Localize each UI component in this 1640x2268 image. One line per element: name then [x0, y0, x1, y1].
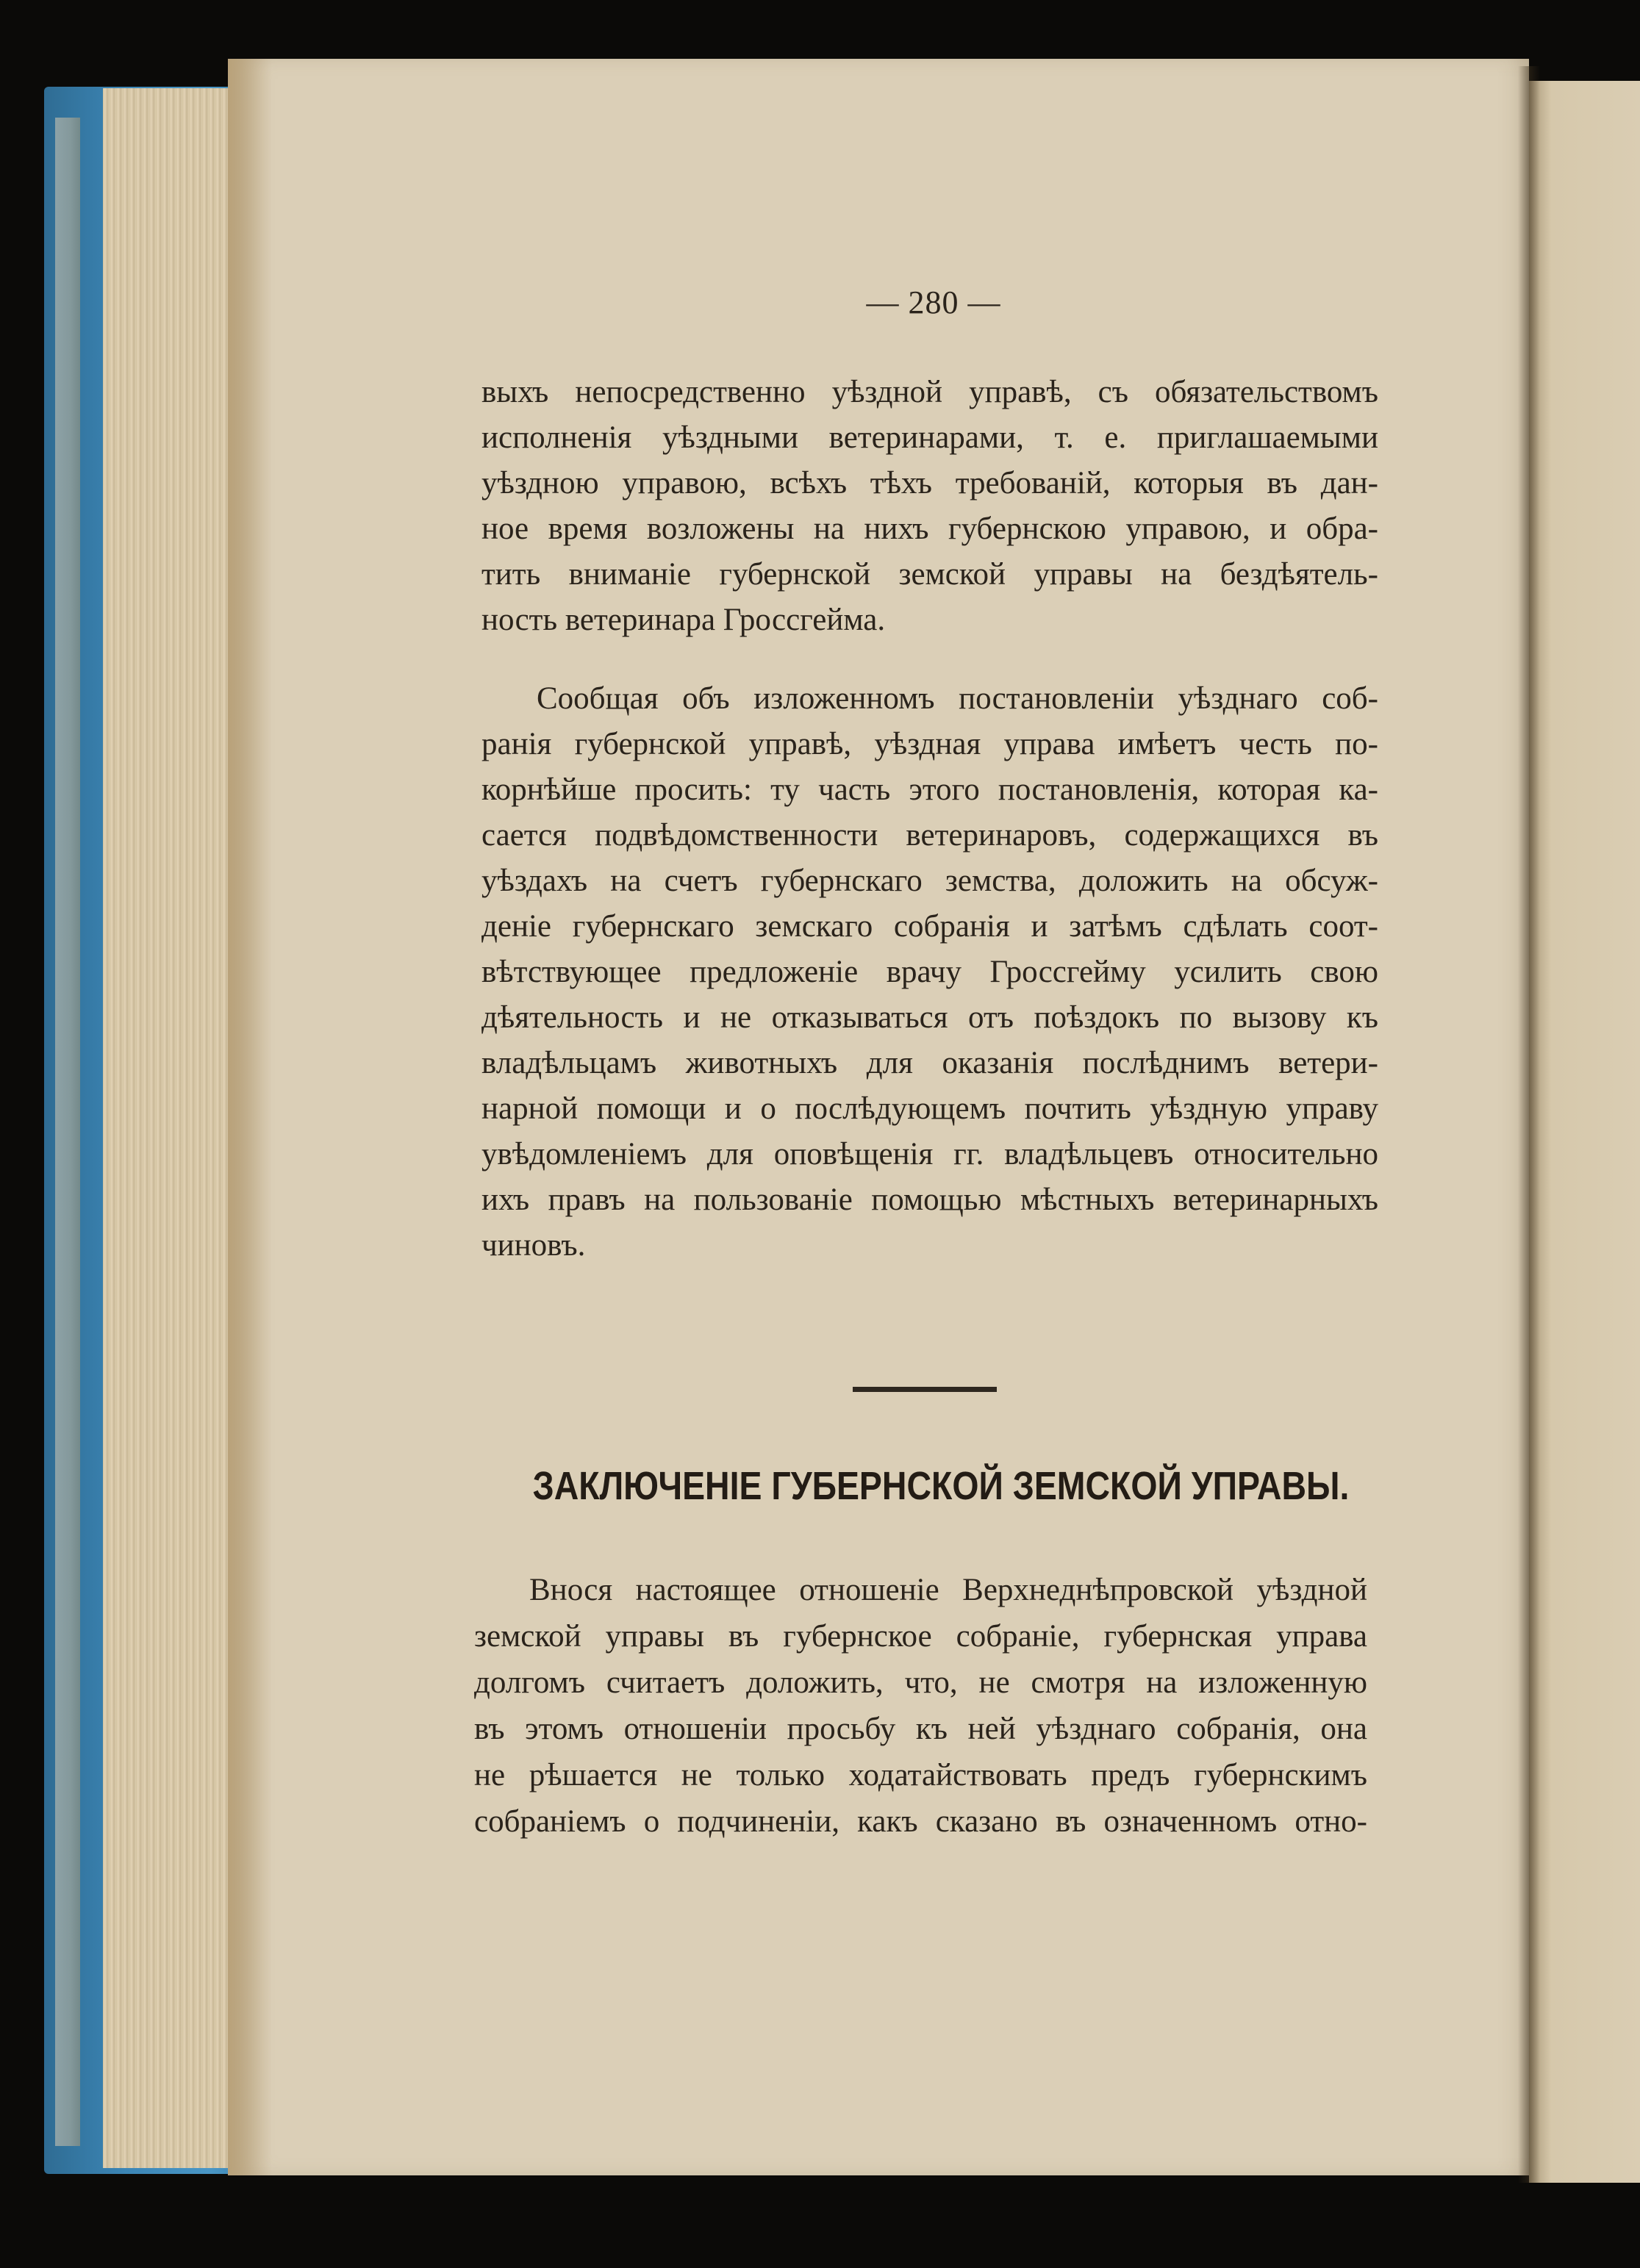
text-line: уѣздахъ на счетъ губернскаго земства, доложить на обсуж-: [481, 864, 1378, 898]
text-line: владѣльцамъ животныхъ для оказанія послѣднимъ ветери-: [481, 1046, 1378, 1080]
text-line: уѣздною управою, всѣхъ тѣхъ требованій, которыя въ дан-: [481, 466, 1378, 500]
spine-shadow: [1518, 66, 1540, 2183]
text-line: вѣтствующее предложеніе врачу Гроссгейму усилить свою: [481, 955, 1378, 989]
section-heading: ЗАКЛЮЧЕНІЕ ГУБЕРНСКОЙ ЗЕМСКОЙ УПРАВЫ.: [532, 1464, 1350, 1508]
text-line: Внося настоящее отношеніе Верхнеднѣпровской уѣздной: [529, 1573, 1367, 1607]
text-line: Сообщая объ изложенномъ постановленіи уѣзднаго соб-: [537, 681, 1378, 716]
facing-page: [1529, 81, 1640, 2183]
text-line: собраніемъ о подчиненіи, какъ сказано въ означенномъ отно-: [474, 1804, 1367, 1839]
text-line: чиновъ.: [481, 1228, 586, 1263]
text-line: не рѣшается не только ходатайствовать предъ губернскимъ: [474, 1758, 1367, 1792]
text-line: дѣятельность и не отказываться отъ поѣздокъ по вызову къ: [481, 1000, 1378, 1035]
page-gutter-shadow: [228, 59, 272, 2175]
page-number: — 280 —: [866, 284, 1001, 320]
paragraph-3: [474, 1567, 1367, 1845]
text-line: ность ветеринара Гроссгейма.: [481, 603, 886, 637]
cover-worn-edge: [55, 118, 80, 2146]
text-line: тить вниманіе губернской земской управы на бездѣятель-: [481, 557, 1378, 592]
text-line: увѣдомленіемъ для оповѣщенія гг. владѣльцевъ относительно: [481, 1137, 1378, 1171]
section-divider: [853, 1387, 997, 1392]
text-line: ранія губернской управѣ, уѣздная управа имѣетъ честь по-: [481, 727, 1378, 761]
text-line: ное время возложены на нихъ губернскою управою, и обра-: [481, 512, 1378, 546]
text-line: нарной помощи и о послѣдующемъ почтить уѣздную управу: [481, 1091, 1378, 1126]
text-line: корнѣйше просить: ту часть этого постановленія, которая ка-: [481, 772, 1378, 807]
text-line: исполненія уѣздными ветеринарами, т. е. приглашаемыми: [481, 420, 1378, 455]
text-line: деніе губернскаго земскаго собранія и затѣмъ сдѣлать соот-: [481, 909, 1378, 944]
text-line: долгомъ считаетъ доложить, что, не смотря на изложенную: [474, 1665, 1367, 1700]
text-line: въ этомъ отношеніи просьбу къ ней уѣзднаго собранія, она: [474, 1712, 1367, 1746]
text-line: сается подвѣдомственности ветеринаровъ, содержащихся въ: [481, 818, 1378, 853]
paragraph-2: [481, 676, 1378, 1268]
paragraph-1: [481, 370, 1378, 643]
text-line: земской управы въ губернское собраніе, губернская управа: [474, 1619, 1367, 1654]
text-line: выхъ непосредственно уѣздной управѣ, съ обязательствомъ: [481, 375, 1378, 409]
text-line: ихъ правъ на пользованіе помощью мѣстныхъ ветеринарныхъ: [481, 1183, 1378, 1217]
